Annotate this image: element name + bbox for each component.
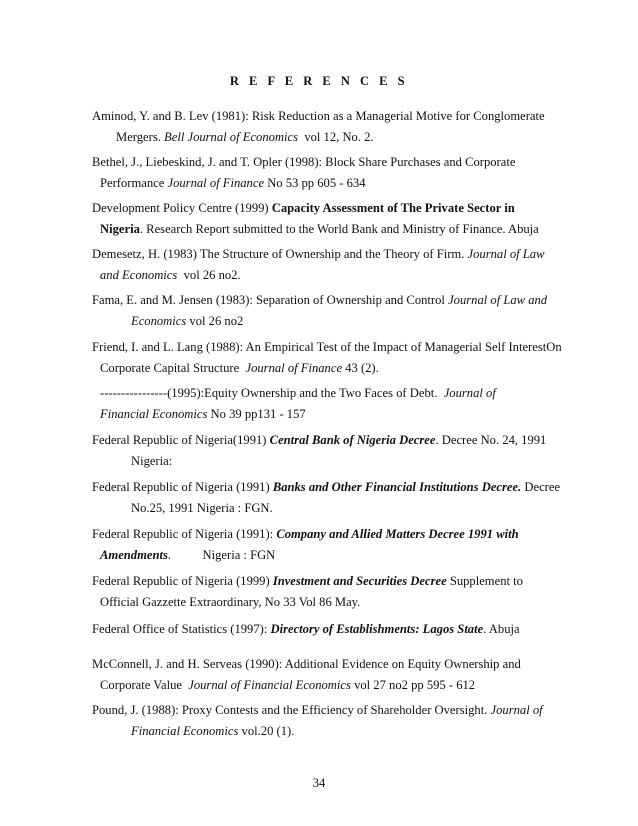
- reference-text: Nigeria:: [131, 453, 173, 468]
- reference-text: Federal Office of Statistics (1997):: [92, 622, 268, 636]
- journal-title: Bell Journal of Economics: [164, 129, 299, 144]
- reference-text: vol 27 no2 pp 595 - 612: [354, 677, 476, 692]
- reference-bofi-decree: [92, 477, 561, 518]
- journal-title-continued: Economics: [131, 313, 187, 328]
- reference-text: . Abuja: [483, 622, 520, 636]
- reference-text: Mergers.: [116, 129, 161, 144]
- decree-title: Central Bank of Nigeria Decree: [269, 433, 436, 447]
- reference-text: . Nigeria : FGN: [167, 547, 276, 562]
- journal-title: Journal of Finance: [167, 175, 265, 190]
- reference-text: vol 26 no2.: [183, 267, 241, 282]
- reference-text: Supplement to: [449, 574, 523, 588]
- reference-text: Official Gazzette Extraordinary, No 33 Vol 86 May.: [100, 594, 361, 609]
- journal-title-continued: and Economics: [100, 267, 178, 282]
- reference-text: Federal Republic of Nigeria (1991): [92, 480, 270, 494]
- reference-text: Corporate Capital Structure: [100, 360, 240, 375]
- journal-title: Journal of Finance: [245, 360, 343, 375]
- decree-title-continued: Amendments: [100, 547, 168, 562]
- journal-title: Journal of: [490, 703, 543, 717]
- reference-text: Demesetz, H. (1983) The Structure of Ownership and the Theory of Firm.: [92, 247, 465, 261]
- reference-text: Fama, E. and M. Jensen (1983): Separation of Ownership and Control: [92, 293, 445, 307]
- reference-text: Federal Republic of Nigeria(1991): [92, 433, 267, 447]
- journal-title: Journal of Law: [467, 247, 545, 261]
- reference-development-policy-centre: [92, 198, 554, 239]
- reference-text: Federal Republic of Nigeria (1991):: [92, 527, 274, 541]
- reference-friend-lang-1995: [92, 383, 554, 424]
- reference-text: Performance: [100, 175, 165, 190]
- reference-text: No.25, 1991 Nigeria : FGN.: [131, 500, 273, 515]
- reference-aminod-lev: [92, 106, 554, 147]
- decree-title: Banks and Other Financial Institutions Decree.: [272, 480, 522, 494]
- decree-title: Investment and Securities Decree: [272, 574, 447, 588]
- reference-text: . Research Report submitted to the World Bank and Ministry of Finance. Abuja: [139, 221, 539, 236]
- reference-text: Corporate Value: [100, 677, 182, 692]
- reference-cbn-decree: [92, 430, 554, 471]
- reference-text: Decree: [524, 480, 561, 494]
- reference-text: vol.20 (1).: [241, 723, 295, 738]
- report-title: Capacity Assessment of The Private Sector in: [271, 201, 515, 215]
- journal-title-continued: Financial Economics: [131, 723, 239, 738]
- reference-text: 43 (2).: [345, 360, 379, 375]
- reference-text: Aminod, Y. and B. Lev (1981): Risk Reduction as a Managerial Motive for Conglomerate: [92, 109, 545, 123]
- journal-title: Journal of: [443, 386, 496, 400]
- directory-title: Directory of Establishments: Lagos State: [270, 622, 484, 636]
- reference-text: . Decree No. 24, 1991: [435, 433, 547, 447]
- reference-pound: [92, 700, 554, 741]
- reference-text: No 39 pp131 - 157: [210, 406, 306, 421]
- reference-text: Federal Republic of Nigeria (1999): [92, 574, 270, 588]
- reference-text: Friend, I. and L. Lang (1988): An Empirical Test of the Impact of Managerial Self InterestOn: [92, 340, 562, 354]
- reference-text: Development Policy Centre (1999): [92, 201, 269, 215]
- reference-text: McConnell, J. and H. Serveas (1990): Additional Evidence on Equity Ownership and: [92, 657, 521, 671]
- journal-title: Journal of Financial Economics: [188, 677, 351, 692]
- reference-text: vol 12, No. 2.: [304, 129, 374, 144]
- reference-text: ----------------(1995):Equity Ownership and the Two Faces of Debt.: [100, 386, 438, 400]
- journal-title-continued: Financial Economics: [100, 406, 208, 421]
- reference-federal-office-statistics: [92, 619, 554, 640]
- reference-demesetz: [92, 244, 554, 285]
- reference-mcconnell-serveas: [92, 654, 554, 695]
- reference-text: Bethel, J., Liebeskind, J. and T. Opler (1998): Block Share Purchases and Corporate: [92, 155, 516, 169]
- reference-text: Pound, J. (1988): Proxy Contests and the Efficiency of Shareholder Oversight.: [92, 703, 488, 717]
- reference-isa-decree: [92, 571, 554, 612]
- page-title: R E F E R E N C E S: [229, 74, 409, 88]
- page-number: 34: [312, 776, 326, 790]
- decree-title: Company and Allied Matters Decree 1991 with: [276, 527, 519, 541]
- journal-title: Journal of Law and: [448, 293, 548, 307]
- reference-friend-lang: [92, 337, 562, 378]
- reference-fama-jensen: [92, 290, 554, 331]
- reference-cama-decree: [92, 524, 554, 565]
- reference-bethel: [92, 152, 554, 193]
- reference-text: No 53 pp 605 - 634: [267, 175, 366, 190]
- reference-text: vol 26 no2: [189, 313, 244, 328]
- report-title-continued: Nigeria: [100, 221, 140, 236]
